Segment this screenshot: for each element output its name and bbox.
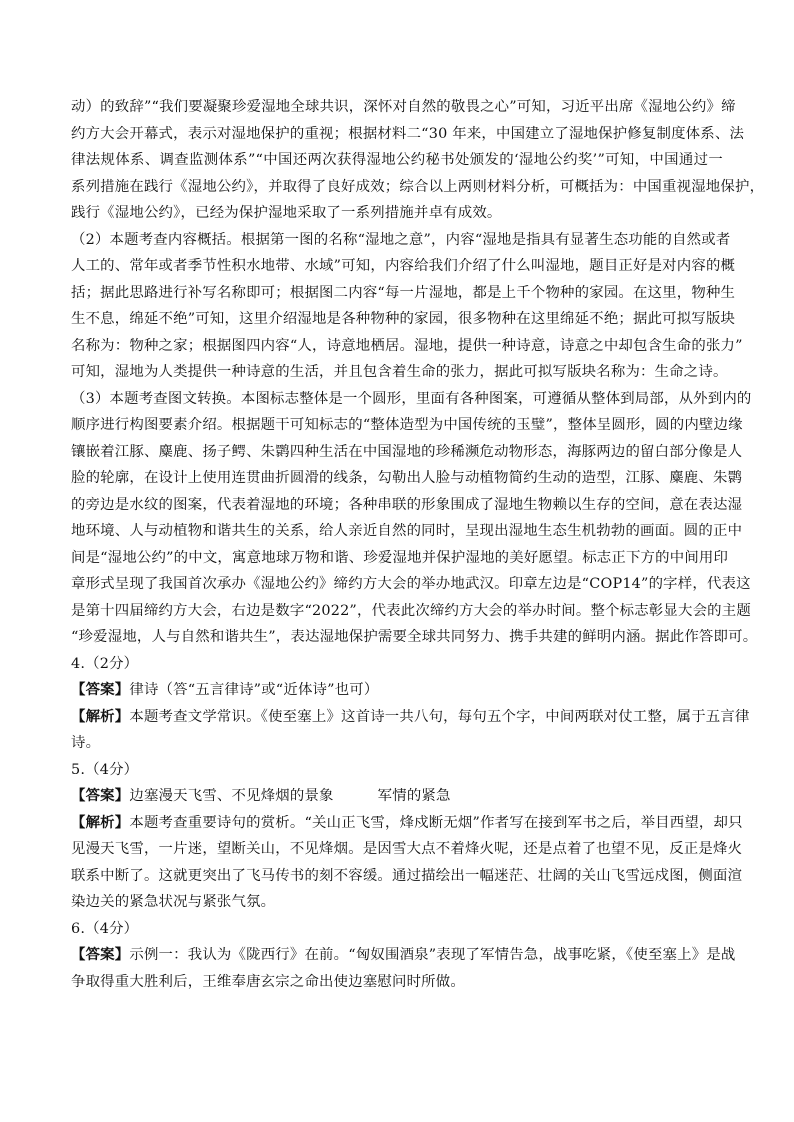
question-6 xyxy=(71,916,736,996)
text-line: 的旁边是水纹的图案，代表着湿地的环境；各种串联的形象围成了湿地生物赖以生存的空间，意在表达湿 xyxy=(71,496,743,513)
text-line: 联系中断了。这就更突出了飞马传书的刻不容缓。通过描绘出一幅迷茫、壮阔的关山飞雪远戍图，侧面渲 xyxy=(71,867,743,884)
answer-line xyxy=(71,783,723,810)
analysis-text: 本题考查重要诗句的赏析。“关山正飞雪，烽戍断无烟”作者写在接到军书之后，举目西望，却只 xyxy=(129,814,743,831)
text-line: （3）本题考查图文转换。本图标志整体是一个圆形，里面有各种图案，可遵循从整体到局部，从外到内的 xyxy=(71,390,752,407)
answer-line xyxy=(71,942,736,969)
text-line: 争取得重大胜利后，王维奉唐玄宗之命出使边塞慰问时所做。 xyxy=(71,973,465,990)
answer-text: 示例一：我认为《陇西行》在前。“匈奴围酒泉”表现了军情告急，战事吃紧，《使至塞上》是战 xyxy=(129,947,736,963)
text-line: “珍爱湿地，人与自然和谐共生”，表达湿地保护需要全球共同努力、携手共建的鲜明内涵。据此作答即可。 xyxy=(71,629,758,645)
text-line: 染边关的紧急状况与紧张气氛。 xyxy=(71,894,276,910)
analysis-q3-part1-continued xyxy=(71,94,765,227)
document-page xyxy=(71,94,765,995)
text-line: 律法规体系、调查监测体系”“中国还两次获得湿地公约秘书处颁发的‘湿地公约奖’”可知，中国通过一 xyxy=(71,152,723,168)
question-4 xyxy=(71,651,750,757)
answer-tag: 【答案】 xyxy=(71,946,130,963)
analysis-tag: 【解析】 xyxy=(71,813,130,831)
question-heading: 4.（2分） xyxy=(71,655,139,672)
text-line: 括；据此思路进行补写名称即可；根据图二内容“每一片湿地，都是上千个物种的家园。在这里，物种生 xyxy=(71,284,736,301)
text-line: 系列措施在践行《湿地公约》，并取得了良好成效；综合以上两则材料分析，可概括为：中国重视湿地保护， xyxy=(71,178,765,195)
answer-text-part1: 边塞漫天飞雪、不见烽烟的景象 xyxy=(129,788,334,804)
text-line: 名称为：物种之家；根据图四内容“人，诗意地栖居。湿地，提供一种诗意，诗意之中却包含生命的张力” xyxy=(71,337,743,354)
analysis-q3-part2 xyxy=(71,227,743,386)
text-line: 可知，湿地为人类提供一种诗意的生活，并且包含着生命的张力，据此可拟写版块名称为：生命之诗。 xyxy=(71,364,728,380)
text-line: 镶嵌着江豚、麋鹿、扬子鳄、朱鹮四种生活在中国湿地的珍稀濒危动物形态，海豚两边的留白部分像是人 xyxy=(71,443,743,460)
analysis-line xyxy=(71,704,750,731)
answer-text: 律诗（答“五言律诗”或“近体诗”也可） xyxy=(129,682,379,698)
text-line: 人工的、常年或者季节性积水地带、水域”可知，内容给我们介绍了什么叫湿地，题目正好是对内容的概 xyxy=(71,258,736,274)
answer-tag: 【答案】 xyxy=(71,787,130,804)
answer-text-part2: 军情的紧急 xyxy=(377,788,451,804)
text-line: 顺序进行构图要素介绍。根据题干可知标志的“整体造型为中国传统的玉璧”，整体呈圆形，圆的内壁边缘 xyxy=(71,417,743,433)
analysis-tag: 【解析】 xyxy=(71,707,130,725)
text-line: 脸的轮廓，在设计上使用连贯曲折圆滑的线条，勾勒出人脸与动植物简约生动的造型，江豚、麋鹿、朱鹮 xyxy=(71,470,743,486)
question-heading: 5.（4分） xyxy=(71,761,139,778)
text-line: 践行《湿地公约》，已经为保护湿地采取了一系列措施并卓有成效。 xyxy=(71,205,502,221)
text-line: 约方大会开幕式，表示对湿地保护的重视；根据材料二“30 年来，中国建立了湿地保护修复制度体系、法 xyxy=(71,125,745,142)
text-line: （2）本题考查内容概括。根据第一图的名称“湿地之意”，内容“湿地是指具有显著生态功能的自然或者 xyxy=(71,231,731,248)
text-line: 生不息，绵延不绝”可知，这里介绍湿地是各种物种的家园，很多物种在这里绵延不绝；据此可拟写版块 xyxy=(71,311,736,327)
text-line: 动）的致辞”“我们要凝聚珍爱湿地全球共识，深怀对自然的敬畏之心”可知，习近平出席《湿地公约》缔 xyxy=(71,99,736,115)
analysis-text: 本题考查文学常识。《使至塞上》这首诗一共八句，每句五个字，中间两联对仗工整，属于五言律 xyxy=(129,708,750,725)
text-line: 地环境、人与动植物和谐共生的关系，给人亲近自然的同时，呈现出湿地生态生机勃勃的画面。圆的正中 xyxy=(71,523,743,539)
text-line: 见漫天飞雪，一片迷，望断关山，不见烽烟。是因雪大点不着烽火呢，还是点着了也望不见，反正是烽火 xyxy=(71,841,743,857)
answer-line xyxy=(71,677,723,704)
question-5 xyxy=(71,757,743,916)
question-heading: 6.（4分） xyxy=(71,920,139,937)
analysis-q3-part3 xyxy=(71,386,758,651)
text-line: 是第十四届缔约方大会，右边是数字“2022”，代表此次缔约方大会的举办时间。整个标志彰显大会的主题 xyxy=(71,602,751,619)
text-line: 章形式呈现了我国首次承办《湿地公约》缔约方大会的举办地武汉。印章左边是“COP14”的字样，代表这 xyxy=(71,576,751,592)
answer-tag: 【答案】 xyxy=(71,681,130,698)
text-line: 间是“湿地公约”的中文，寓意地球万物和谐、珍爱湿地并保护湿地的美好愿望。标志正下方的中间用印 xyxy=(71,549,729,566)
text-line: 诗。 xyxy=(71,735,101,751)
analysis-line xyxy=(71,810,743,837)
